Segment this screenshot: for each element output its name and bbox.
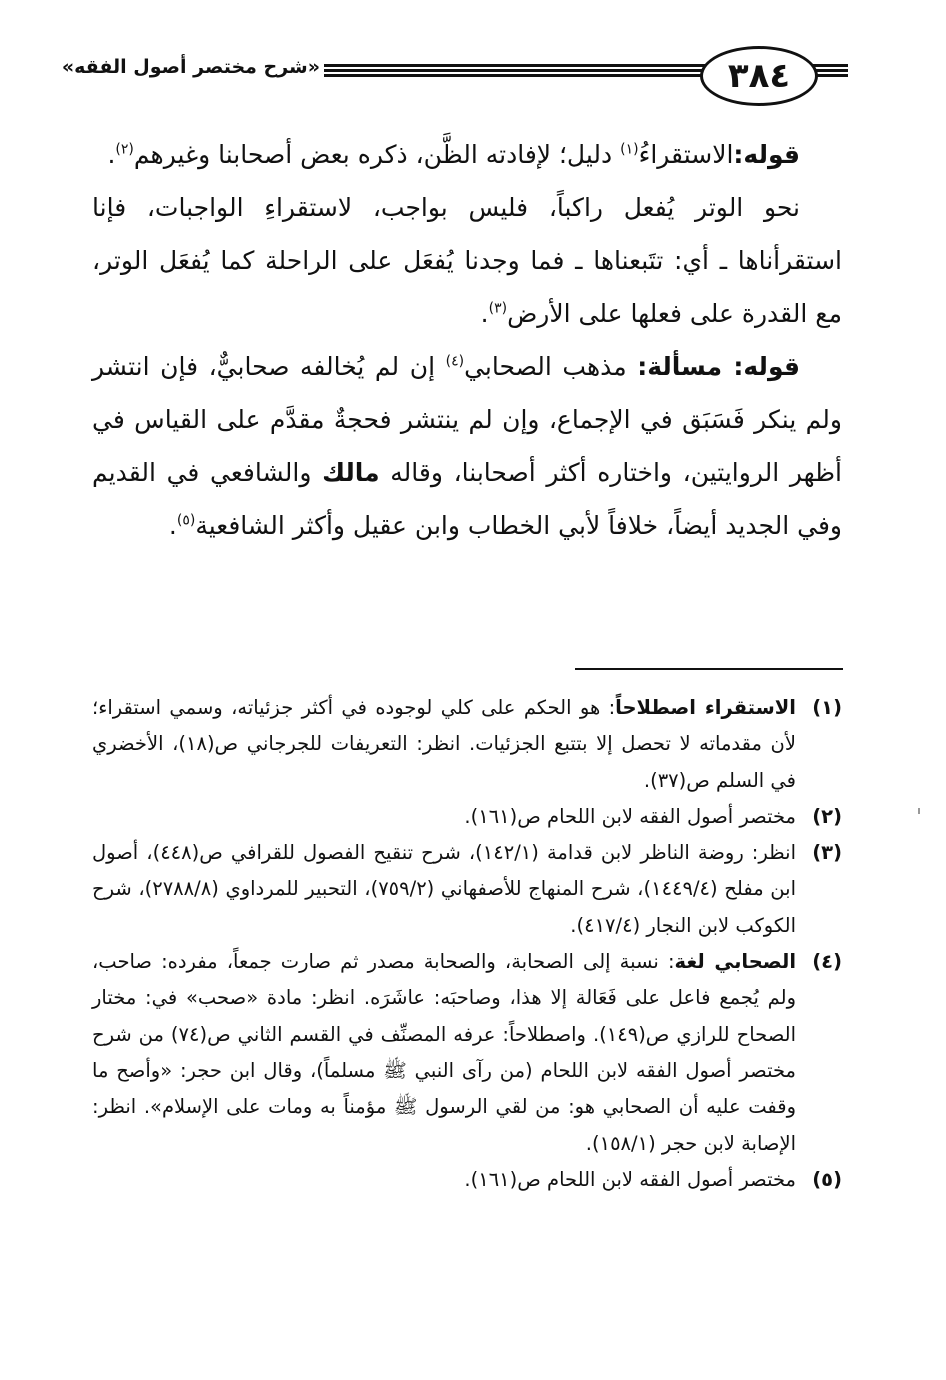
footnote-text: انظر: روضة الناظر لابن قدامة (١٤٢/١)، شرح تنقيح الفصول للقرافي ص(٤٤٨)، أصول ابن مفلح (١٤٤٩/٤)، شرح المنهاج للأصفهاني (٧٥٩/٢)، التحبير للمرداوي (٢٧٨٨/٨)، شرح الكوكب لابن النجار (٤١٧/٤). — [92, 841, 796, 937]
footnote — [92, 944, 842, 1162]
footnote-ref: (٣) — [488, 300, 508, 317]
footnote-separator — [575, 668, 843, 670]
paragraph-3: قوله: مسألة: مذهب الصحابي$^{(٤)}$ إن لم يُخالفه صحابيٌّ، فإن انتشر ولم ينكر فَسَبَق في الإجماع، وإن لم ينتشر فحجةٌ مقدَّم على القياس في أظهر الروايتين، واختاره أكثر أصحابنا، وقاله مالك والشافعي في القديم وفي الجديد أيضاً، خلافاً لأبي الخطاب وابن عقيل وأكثر الشافعية$^{(٥)}$. — [92, 352, 842, 540]
footnote — [92, 690, 842, 799]
running-title: «شرح مختصر أصول الفقه» — [61, 56, 320, 78]
margin-mark — [918, 808, 920, 814]
footnotes — [92, 690, 842, 1198]
footnote-text: الاستقراء اصطلاحاً: هو الحكم على كلي لوجوده في أكثر جزئياته، وسمي استقراء؛ لأن مقدماته لا تحصل إلا بتتبع الجزئيات. انظر: التعريفات للجرجاني ص(١٨)، الأخضري في السلم ص(٣٧). — [92, 696, 796, 792]
paragraph-lead: قوله: مسألة: — [637, 352, 800, 381]
footnote-text: مختصر أصول الفقه لابن اللحام ص(١٦١). — [464, 1167, 796, 1191]
page-number: ٣٨٤ — [700, 46, 818, 106]
header-rule-left — [324, 64, 706, 77]
paragraph-2: نحو الوتر يُفعل راكباً، فليس بواجب، لاستقراءِ الواجبات، فإنا استقرأناها ـ أي: تتَبعناها ـ فما وجدنا يُفعَل على الراحلة كما يُفعَل الوتر، مع القدرة على فعلها على الأرض$^{(٣)}$. — [92, 193, 842, 328]
main-text — [92, 128, 842, 552]
footnote-ref: (٢) — [115, 141, 134, 158]
footnote-number: (١) — [812, 696, 842, 719]
footnote — [92, 1162, 842, 1198]
footnote-ref: (٤) — [445, 353, 465, 370]
footnote-number: (٢) — [812, 804, 842, 828]
footnote-number: (٤) — [812, 950, 842, 974]
paragraph-lead: قوله: — [733, 140, 800, 169]
footnote-ref: (١) — [620, 141, 639, 158]
footnote-ref: (٥) — [176, 512, 196, 529]
footnote-number: (٣) — [812, 841, 842, 865]
bold-name: مالك — [322, 458, 380, 487]
footnote-number: (٥) — [812, 1167, 842, 1191]
footnote-text: مختصر أصول الفقه لابن اللحام ص(١٦١). — [464, 804, 796, 828]
footnote — [92, 835, 842, 944]
page-header — [61, 42, 848, 106]
footnote-text: الصحابي لغة: نسبة إلى الصحابة، والصحابة مصدر ثم صارت جمعاً، مفرده: صاحب، ولم يُجمع فاعل على فَعَالة إلا هذا، وصاحبَه: عاشَرَه. انظر: مادة «صحب» في: مختار الصحاح للرازي ص(١٤٩). واصطلاحاً: عرفه المصنِّف في القسم الثاني ص(٧٤) من شرح مختصر أصول الفقه لابن اللحام (من رآى النبي ﷺ مسلماً)، وقال ابن حجر: «وأصح ما وقفت عليه أن الصحابي هو: من لقي الرسول ﷺ مؤمناً به ومات على الإسلام». انظر: الإصابة لابن حجر (١٥٨/١). — [92, 950, 796, 1155]
paragraph-1: قوله:الاستقراءُ$^{(١)}$ دليل؛ لإفادته الظَّن، ذكره بعض أصحابنا وغيرهم$^{(٢)}$. — [107, 140, 800, 169]
footnote — [92, 799, 842, 835]
